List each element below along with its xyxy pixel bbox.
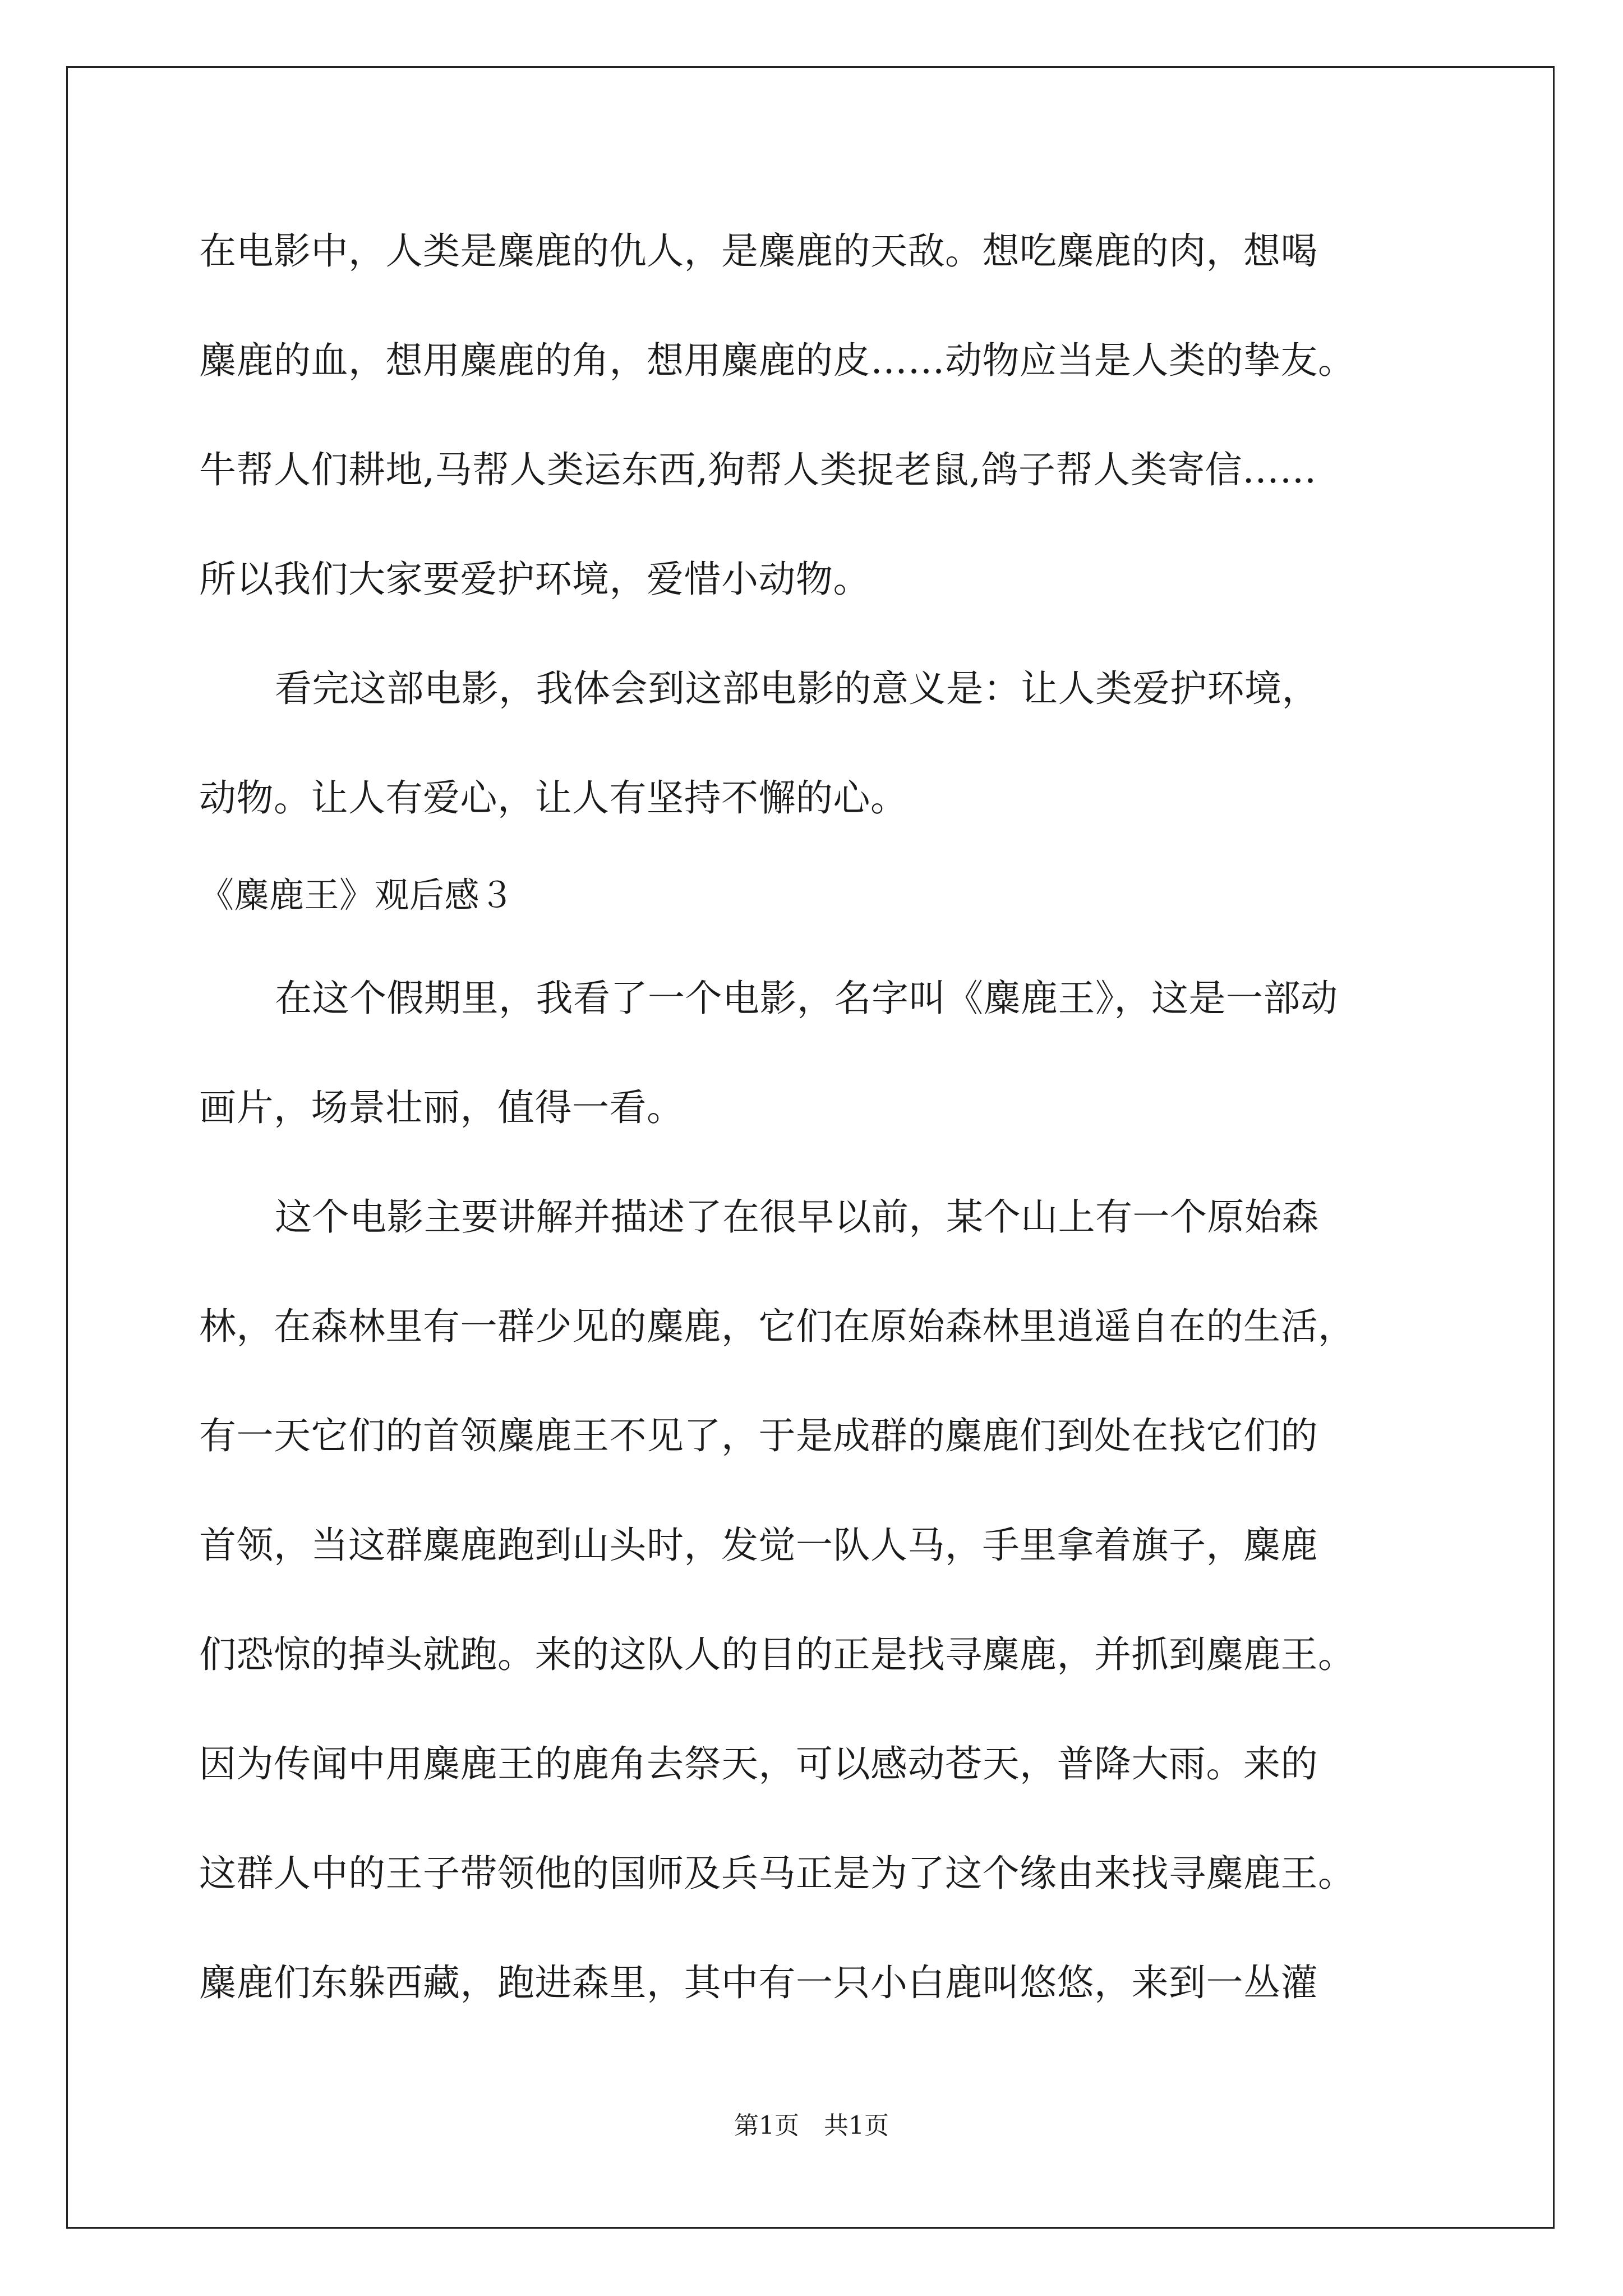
page-border bbox=[66, 66, 1555, 2229]
text-line: 画片，场景壮丽，值得一看。 bbox=[199, 1086, 684, 1129]
text-line: 看完这部电影，我体会到这部电影的意义是：让人类爱护环境， bbox=[275, 667, 1319, 710]
text-line: 麋鹿的血，想用麋鹿的角，想用麋鹿的皮……动物应当是人类的挚友。 bbox=[199, 339, 1355, 382]
text-line: 这群人中的王子带领他的国师及兵马正是为了这个缘由来找寻麋鹿王。 bbox=[199, 1852, 1355, 1895]
text-line: 这个电影主要讲解并描述了在很早以前，某个山上有一个原始森 bbox=[275, 1195, 1319, 1239]
text-line: 因为传闻中用麋鹿王的鹿角去祭天，可以感动苍天，普降大雨。来的 bbox=[199, 1742, 1318, 1786]
section-heading: 《麋鹿王》观后感３ bbox=[199, 875, 515, 915]
text-line: 们恐惊的掉头就跑。来的这队人的目的正是找寻麋鹿，并抓到麋鹿王。 bbox=[199, 1633, 1355, 1676]
text-line: 所以我们大家要爱护环境，爱惜小动物。 bbox=[199, 558, 870, 601]
text-line: 林，在森林里有一群少见的麋鹿，它们在原始森林里逍遥自在的生活， bbox=[199, 1305, 1355, 1348]
text-line: 在这个假期里，我看了一个电影，名字叫《麋鹿王》，这是一部动 bbox=[275, 977, 1338, 1020]
text-line: 麋鹿们东躲西藏，跑进森里，其中有一只小白鹿叫悠悠，来到一丛灌 bbox=[199, 1961, 1318, 2004]
text-line: 在电影中，人类是麋鹿的仇人，是麋鹿的天敌。想吃麋鹿的肉，想喝 bbox=[199, 229, 1318, 273]
text-line: 有一天它们的首领麋鹿王不见了，于是成群的麋鹿们到处在找它们的 bbox=[199, 1414, 1318, 1457]
text-line: 首领，当这群麋鹿跑到山头时，发觉一队人马，手里拿着旗子，麋鹿 bbox=[199, 1524, 1318, 1567]
text-line: 牛帮人们耕地,马帮人类运东西,狗帮人类捉老鼠,鸽子帮人类寄信…… bbox=[199, 448, 1317, 491]
page-footer: 第1页 共1页 bbox=[734, 2111, 889, 2140]
text-line: 动物。让人有爱心，让人有坚持不懈的心。 bbox=[199, 776, 908, 820]
